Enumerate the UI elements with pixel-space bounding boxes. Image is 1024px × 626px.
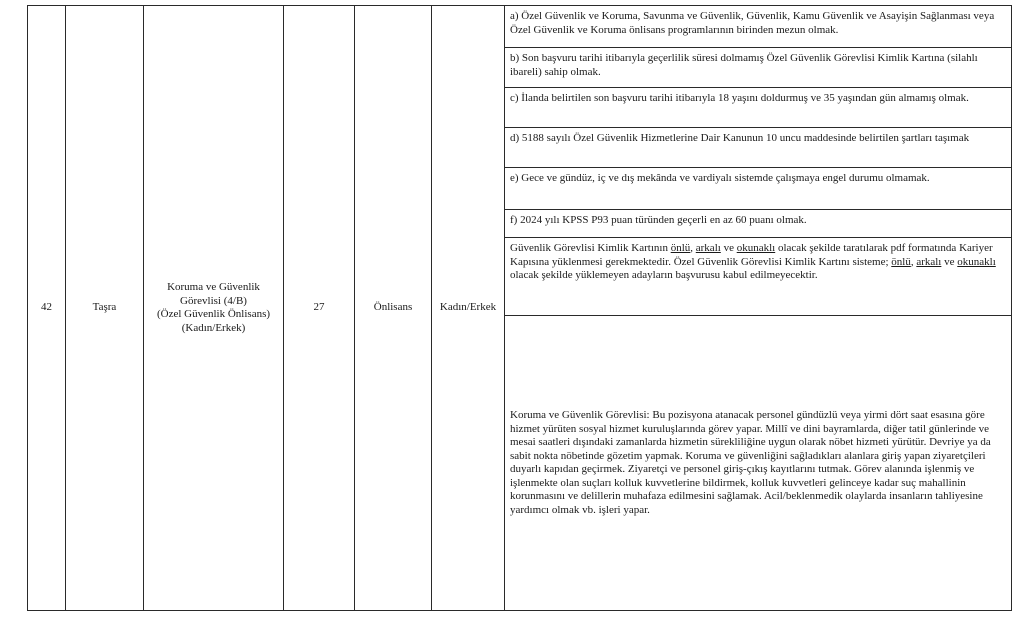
note-underlined: önlü (891, 255, 911, 268)
position-line-1: Koruma ve Güvenlik (167, 281, 260, 293)
location: Taşra (92, 301, 117, 314)
education-cell (355, 6, 432, 611)
note-underlined: arkalı (695, 242, 721, 254)
education-level: Önlisans (373, 301, 413, 314)
position-line-2: Görevlisi (4/B) (180, 294, 247, 307)
note-text: olacak şekilde yüklemeyen adayların başvurusu kabul edilmeyecektir. (510, 269, 818, 281)
note-text: ve (941, 255, 958, 268)
job-description: Koruma ve Güvenlik Görevlisi: Bu pozisyona atanacak personel gündüzlü veya yirmi dört saat esasına göre hizmet yürüten sosyal hizmet kuruluşlarında görev yapar. Millî ve dini bayramlarda, diğer tatil günlerinde ve mesai saatleri dışındaki zamanlarda hizmetin sürekliliğine uygun olarak nöbet hizmeti yürütür. Devriye ya da sabit nokta nöbetinde gözetim yapmak. Koruma ve güvenliğini sağladıkları alanlara giriş yapan ziyaretçileri duyarlı kapıdan geçirmek. Ziyaretçi ve personel giriş-çıkış kayıtlarını tutmak. Görev alanında işlenmiş ve işlenmekte olan suçları kolluk kuvvetlerine bildirmek, kolluk kuvvetleri gelinceye kadar suç mahallinin korunmasını ve delillerin muhafaza edilmesini sağlamak. Acil/beklenmedik olaylarda insanların tahliyesine yardımcı olmak vb. işleri yapar. (505, 316, 1012, 611)
id-card-note (505, 238, 1012, 316)
position-count: 27 (313, 301, 325, 314)
note-text: , (690, 242, 696, 254)
requirement-e: e) Gece ve gündüz, iç ve dış mekânda ve vardiyalı sistemde çalışmaya engel durumu olmamak. (505, 168, 1012, 210)
note-text: ve (720, 242, 737, 254)
location-cell (66, 6, 144, 611)
requirement-c: c) İlanda belirtilen son başvuru tarihi itibarıyla 18 yaşını doldurmuş ve 35 yaşından gün almamış olmak. (505, 88, 1012, 128)
position-cell (144, 6, 284, 611)
position-line-4: (Kadın/Erkek) (181, 321, 246, 334)
position-line-3: (Özel Güvenlik Önlisans) (156, 308, 271, 320)
job-posting-table (27, 5, 1012, 611)
note-text: , (910, 255, 917, 268)
requirement-b: b) Son başvuru tarihi itibarıyla geçerlilik süresi dolmamış Özel Güvenlik Görevlisi Kimlik Kartına (silahlı ibareli) sahip olmak. (505, 48, 1012, 88)
note-underlined: okunaklı (736, 242, 776, 254)
row-number: 42 (41, 301, 52, 314)
note-underlined: okunaklı (957, 255, 996, 268)
gender-cell (432, 6, 505, 611)
requirement-a: a) Özel Güvenlik ve Koruma, Savunma ve Güvenlik, Güvenlik, Kamu Güvenlik ve Asayişin Sağlanması veya Özel Güvenlik ve Koruma önlisans programlarının birinden mezun olmak. (505, 6, 1012, 48)
count-cell (284, 6, 355, 611)
note-text: Güvenlik Görevlisi Kimlik Kartının (510, 242, 671, 254)
gender: Kadın/Erkek (439, 301, 497, 314)
requirement-d: d) 5188 sayılı Özel Güvenlik Hizmetlerine Dair Kanunun 10 uncu maddesinde belirtilen şartları taşımak (505, 128, 1012, 168)
note-underlined: arkalı (916, 255, 942, 268)
note-text: olacak şekilde taratılarak pdf formatında Kariyer Kapısına yüklenmesi gerekmektedir. Özel Güvenlik Görevlisi Kimlik Kartını sisteme; (510, 242, 993, 268)
note-underlined: önlü (670, 242, 691, 254)
requirement-f: f) 2024 yılı KPSS P93 puan türünden geçerli en az 60 puanı olmak. (505, 210, 1012, 238)
row-number-cell (28, 6, 66, 611)
